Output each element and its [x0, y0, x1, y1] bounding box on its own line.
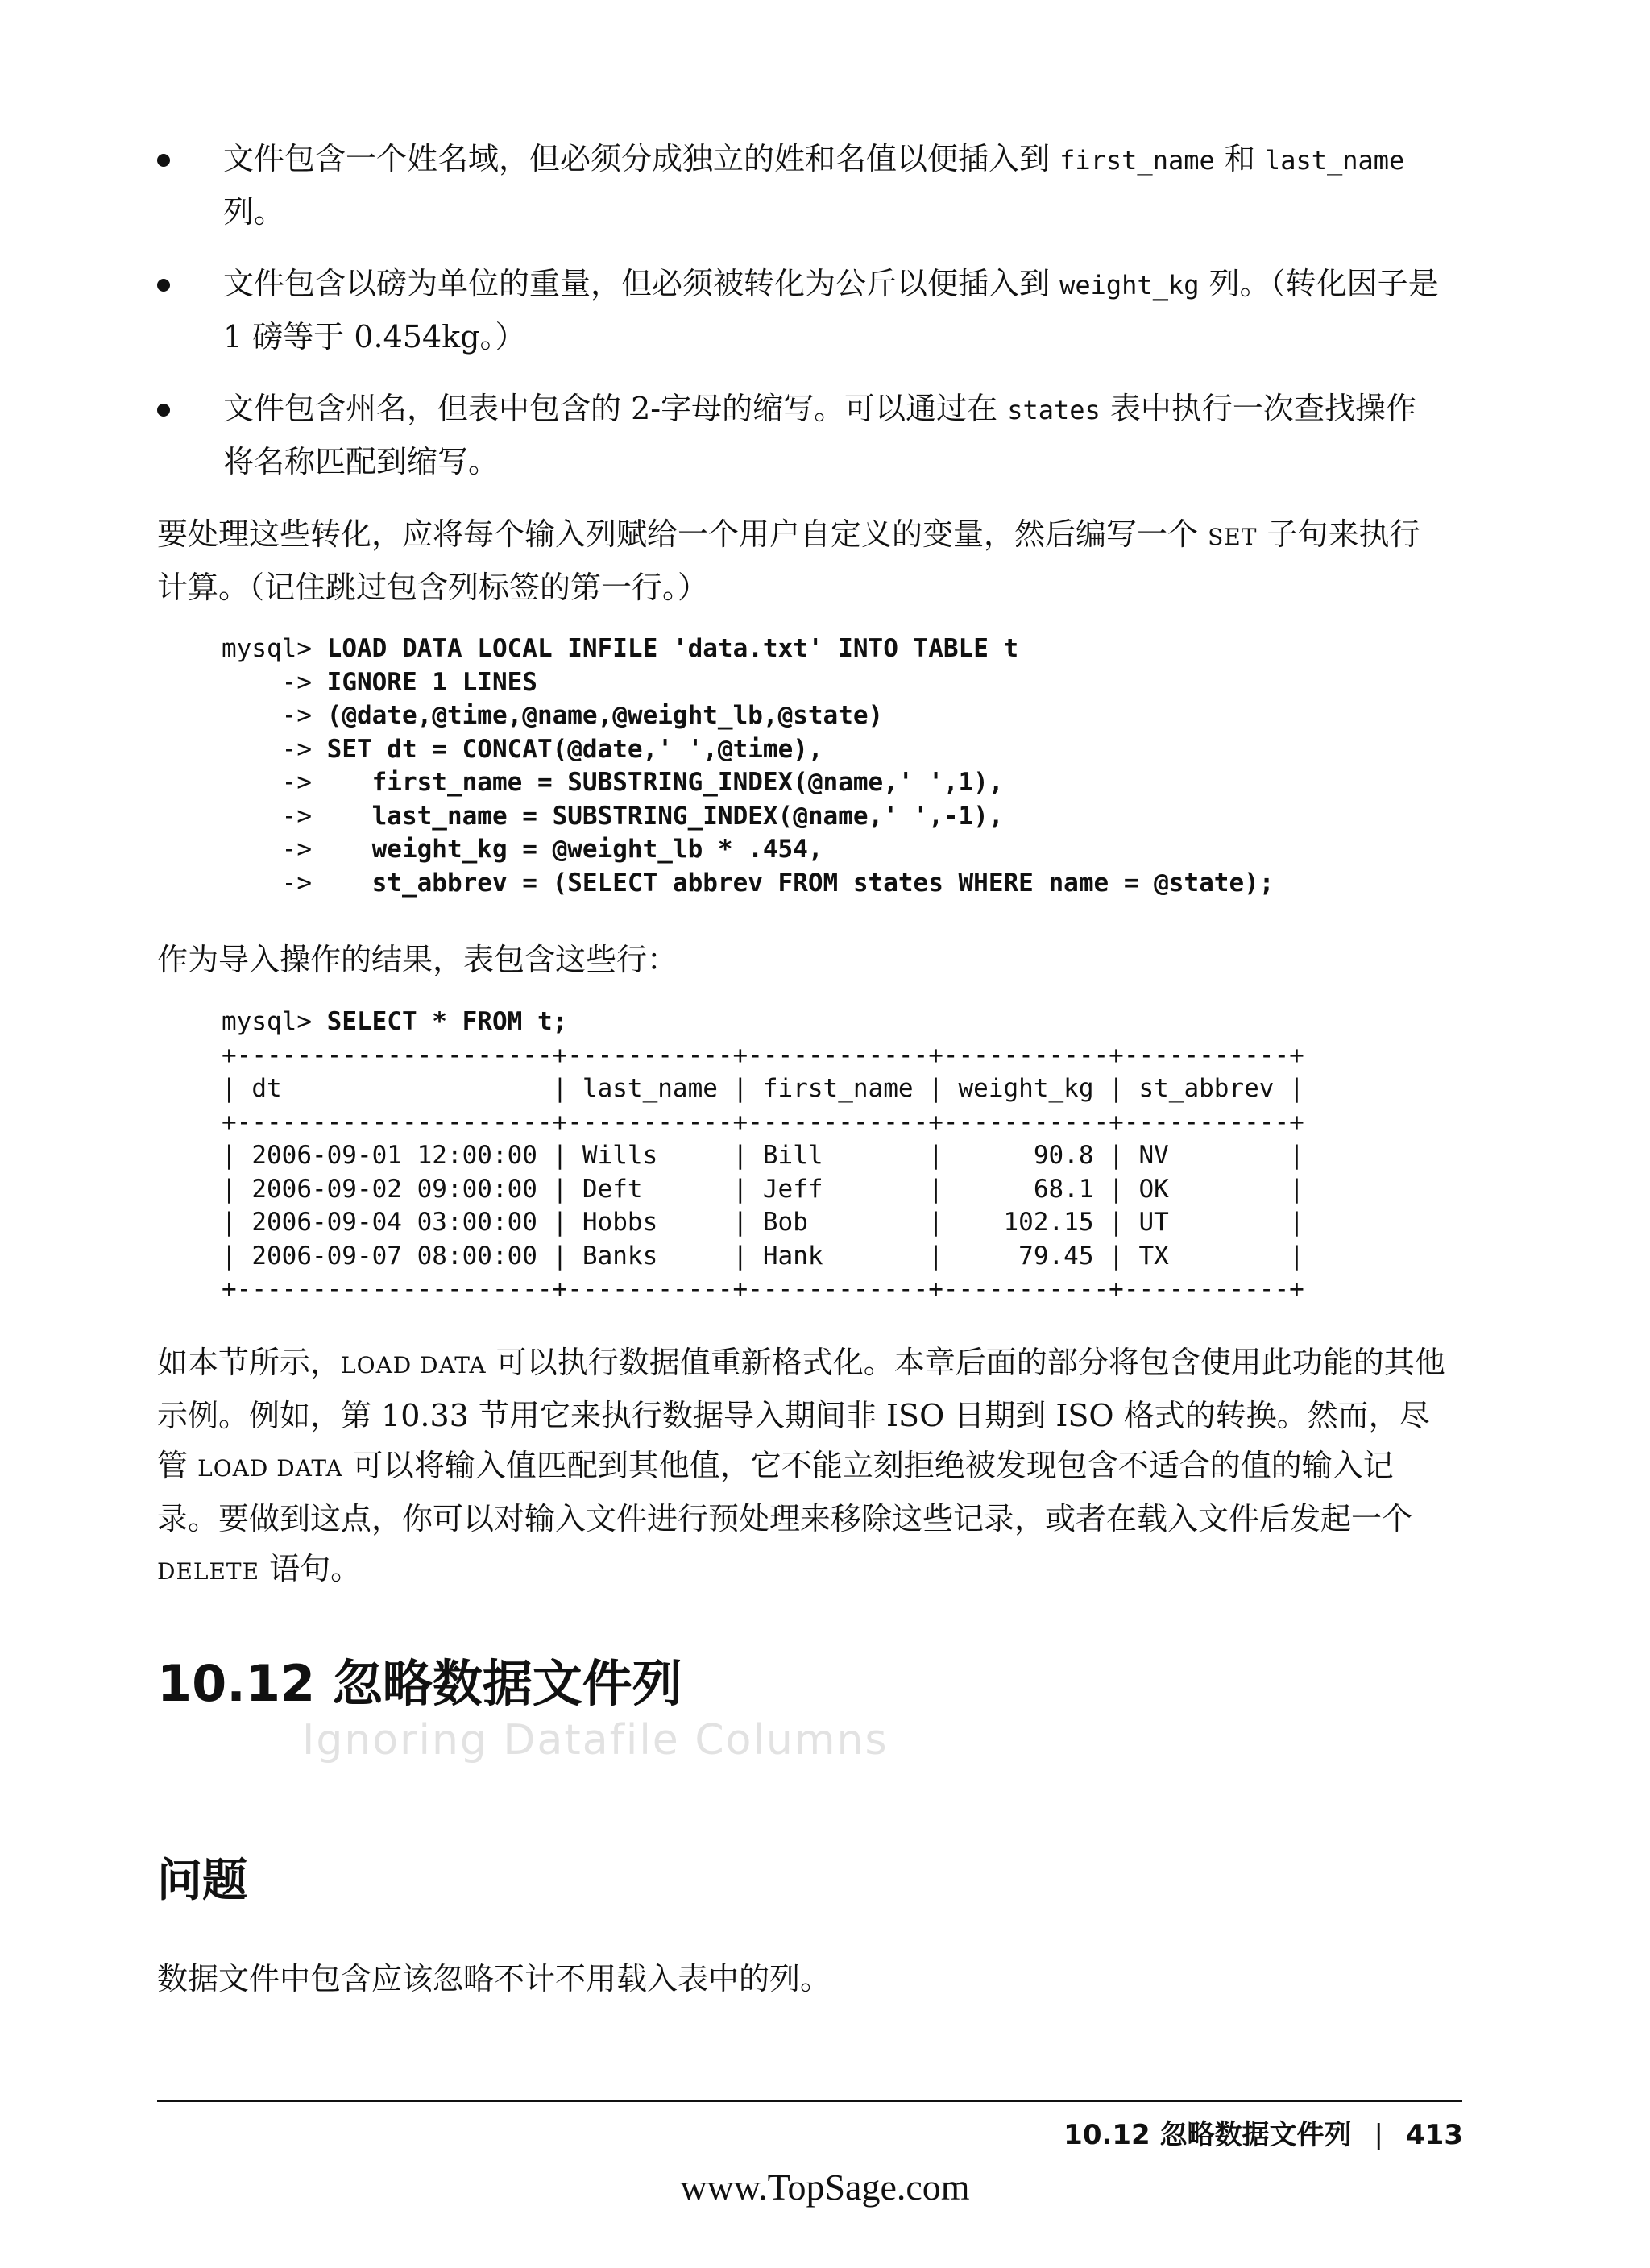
bullet-text: 文件包含州名，但表中包含的 2-字母的缩写。可以通过在 states 表中执行一次查找操作将名称匹配到缩写。 [223, 391, 1416, 479]
result-table-row: | 2006-09-04 03:00:00 | Hobbs | Bob | 102.15 | UT | [222, 1208, 1304, 1237]
code-line: -> weight_kg = @weight_lb * .454, [222, 835, 823, 864]
result-table-line: +---------------------+-----------+------------+-----------+-----------+ [222, 1107, 1304, 1137]
result-table-row: | 2006-09-02 09:00:00 | Deft | Jeff | 68.1 | OK | [222, 1174, 1304, 1204]
code-line: -> SET dt = CONCAT(@date,' ',@time), [222, 734, 823, 764]
code-line: -> first_name = SUBSTRING_INDEX(@name,' ',1), [222, 768, 1004, 797]
footer-divider: | [1374, 2119, 1384, 2151]
code-line: mysql> SELECT * FROM t; [222, 1007, 568, 1036]
result-table-header: | dt | last_name | first_name | weight_kg | st_abbrev | [222, 1074, 1304, 1103]
bullet-text: 文件包含一个姓名域，但必须分成独立的姓和名值以便插入到 first_name 和 last_name 列。 [223, 141, 1405, 230]
bullet-dot-icon [157, 154, 170, 167]
result-table-row: | 2006-09-07 08:00:00 | Banks | Hank | 79.45 | TX | [222, 1241, 1304, 1271]
result-table-row: | 2006-09-01 12:00:00 | Wills | Bill | 90.8 | NV | [222, 1141, 1304, 1170]
bullet-text: 文件包含以磅为单位的重量，但必须被转化为公斤以便插入到 weight_kg 列。（转化因子是 1 磅等于 0.454kg。） [223, 266, 1439, 355]
code-line: -> last_name = SUBSTRING_INDEX(@name,' ',-1), [222, 801, 1004, 831]
code-line: mysql> LOAD DATA LOCAL INFILE 'data.txt' INTO TABLE t [222, 634, 1019, 663]
footer-section: 10.12 忽略数据文件列 [1063, 2119, 1352, 2151]
subheading: 问题 [157, 1855, 247, 1907]
section-title: 10.12 忽略数据文件列 [157, 1654, 682, 1713]
site-watermark: www.TopSage.com [680, 2166, 970, 2208]
code-line: -> IGNORE 1 LINES [222, 667, 537, 697]
inline-code: first_name [1059, 145, 1215, 176]
paragraph: 要处理这些转化，应将每个输入列赋给一个用户自定义的变量，然后编写一个 SET 子句来执行计算。（记住跳过包含列标签的第一行。） [157, 516, 1420, 605]
code-block-load-data [222, 632, 1274, 900]
paragraph: 数据文件中包含应该忽略不计不用载入表中的列。 [157, 1961, 831, 1996]
code-line: -> (@date,@time,@name,@weight_lb,@state) [222, 701, 884, 730]
result-table-line: +---------------------+-----------+------------+-----------+-----------+ [222, 1040, 1304, 1070]
section-subtitle: Ignoring Datafile Columns [302, 1716, 889, 1764]
bullet-dot-icon [157, 279, 170, 292]
inline-code: last_name [1264, 145, 1405, 176]
paragraph: 作为导入操作的结果，表包含这些行： [157, 942, 678, 977]
page-number: 413 [1406, 2119, 1463, 2151]
code-block-select [222, 1005, 1304, 1307]
page-footer [1063, 2113, 1463, 2152]
bullet-dot-icon [157, 404, 170, 417]
code-line: -> st_abbrev = (SELECT abbrev FROM states WHERE name = @state); [222, 868, 1275, 898]
inline-code: states [1007, 395, 1101, 425]
inline-code: weight_kg [1059, 270, 1200, 301]
result-table-line: +---------------------+-----------+------------+-----------+-----------+ [222, 1275, 1304, 1304]
paragraph: 如本节所示，LOAD DATA 可以执行数据值重新格式化。本章后面的部分将包含使用此功能的其他示例。例如，第 10.33 节用它来执行数据导入期间非 ISO 日期到 ISO 格式的转换。然而，尽管 LOAD DATA 可以将输入值匹配到其他值，它不能立刻拒绝被发现包含不适合的值的输入记录。要做到这点，你可以对输入文件进行预处理来移除这些记录，或者在载入文件后发起一个 DELETE 语句。 [157, 1345, 1445, 1586]
footer-rule [157, 2100, 1462, 2102]
